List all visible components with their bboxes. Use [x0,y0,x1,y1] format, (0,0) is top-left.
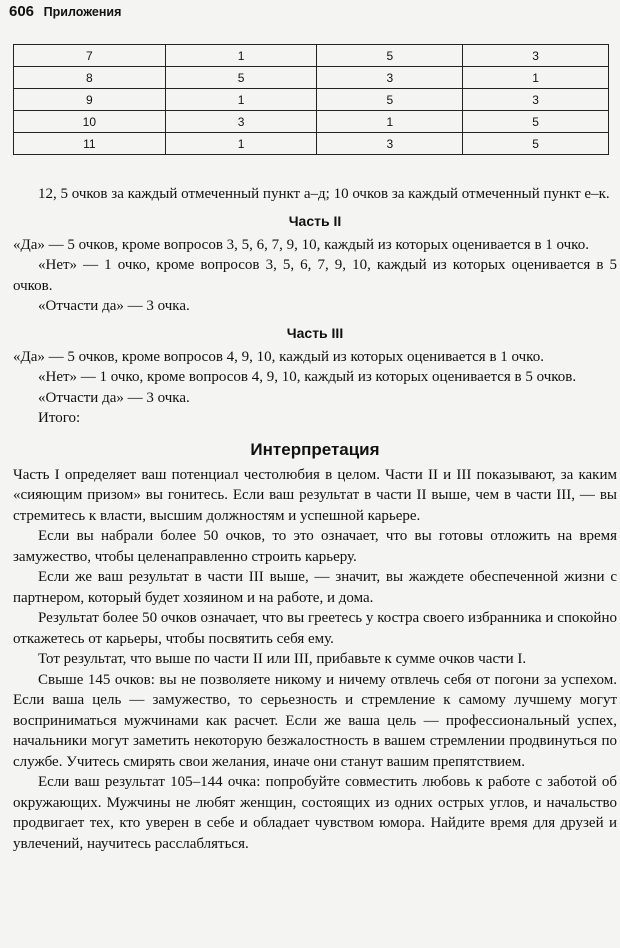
table-cell: 5 [165,67,317,89]
interpretation-paragraph: Если вы набрали более 50 очков, то это означает, что вы готовы отложить на время замужество, чтобы целенаправленно строить карьеру. [13,528,617,565]
table-cell: 3 [463,89,609,111]
table-cell: 9 [14,89,166,111]
table-row [14,89,609,111]
table-cell: 1 [165,133,317,155]
part2-no: «Нет» — 1 очко, кроме вопросов 3, 5, 6, 7, 9, 10, каждый из которых оценивается в 5 очков. [13,257,617,294]
scoring-table [13,44,609,155]
page-number: 606 [9,3,35,20]
interpretation-paragraph: Тот результат, что выше по части II или III, прибавьте к сумме очков части I. [38,651,527,667]
part2-partly: «Отчасти да» — 3 очка. [38,298,190,314]
page-header [9,4,121,20]
table-cell: 1 [165,45,317,67]
interpretation-paragraph: Если ваш результат 105–144 очка: попробуйте совместить любовь к работе с заботой об окружающих. Мужчины не любят женщин, состоящих из одних острых углов, и начальство продвигает тех, кто уверен в себе и обладает чувством юмора. Найдите время для друзей и увлечений, научитесь расслабляться. [13,774,617,852]
table-cell: 7 [14,45,166,67]
table-row [14,133,609,155]
table-cell: 1 [317,111,463,133]
interpretation-paragraph: Часть I определяет ваш потенциал честолюбия в целом. Части II и III показывают, за каким «сияющим призом» вы гонитесь. Если ваш результат в части II выше, чем в части III, — вы стремитесь к власти, высшим должностям и успешной карьере. [13,466,617,524]
interpretation-paragraph: Результат более 50 очков означает, что вы греетесь у костра своего избранника и спокойно откажетесь от карьеры, чтобы посвятить себя ему. [13,610,617,647]
part3-yes: «Да» — 5 очков, кроме вопросов 4, 9, 10, каждый из которых оценивается в 1 очко. [13,348,544,365]
interpretation-paragraph: Свыше 145 очков: вы не позволяете никому и ничему отвлечь себя от погони за успехом. Если ваша цель — замужество, то серьезность и стремление к самому лучшему могут восприниматься мужчинами как расчет. Если же ваша цель — профессиональный успех, начальники могут заметить некоторую безжалостность в вашем стремлении продвинуться по службе. Учитесь смирять свои желания, иначе они станут вашим препятствием. [13,671,617,770]
part2-heading: Часть II [288,212,342,229]
table-row [14,45,609,67]
body-text [13,184,617,854]
interpretation-heading: Интерпретация [250,439,380,459]
part3-partly: «Отчасти да» — 3 очка. [38,389,190,406]
table-row [14,67,609,89]
table-cell: 1 [165,89,317,111]
part3-heading: Часть III [286,324,344,341]
table-row [14,111,609,133]
table-cell: 5 [317,89,463,111]
table-cell: 5 [463,133,609,155]
table-cell: 10 [14,111,166,133]
table-cell: 1 [463,67,609,89]
part2-yes: «Да» — 5 очков, кроме вопросов 3, 5, 6, 7, 9, 10, каждый из которых оценивается в 1 очко. [13,236,589,253]
part3-total: Итого: [38,410,81,426]
table-cell: 5 [317,45,463,67]
interpretation-paragraph: Если же ваш результат в части III выше, — значит, вы жаждете обеспеченной жизни с партнером, который будет хозяином и на работе, и дома. [13,569,617,606]
table-cell: 11 [14,133,166,155]
table-cell: 3 [317,133,463,155]
section-title: Приложения [43,5,122,19]
table-cell: 3 [317,67,463,89]
table-cell: 8 [14,67,166,89]
table-cell: 3 [463,45,609,67]
table-cell: 5 [463,111,609,133]
part1-scoring-note: 12, 5 очков за каждый отмеченный пункт а–д; 10 очков за каждый отмеченный пункт е–к. [38,186,610,202]
table-cell: 3 [165,111,317,133]
part3-no: «Нет» — 1 очко, кроме вопросов 4, 9, 10, каждый из которых оценивается в 5 очков. [38,369,577,385]
